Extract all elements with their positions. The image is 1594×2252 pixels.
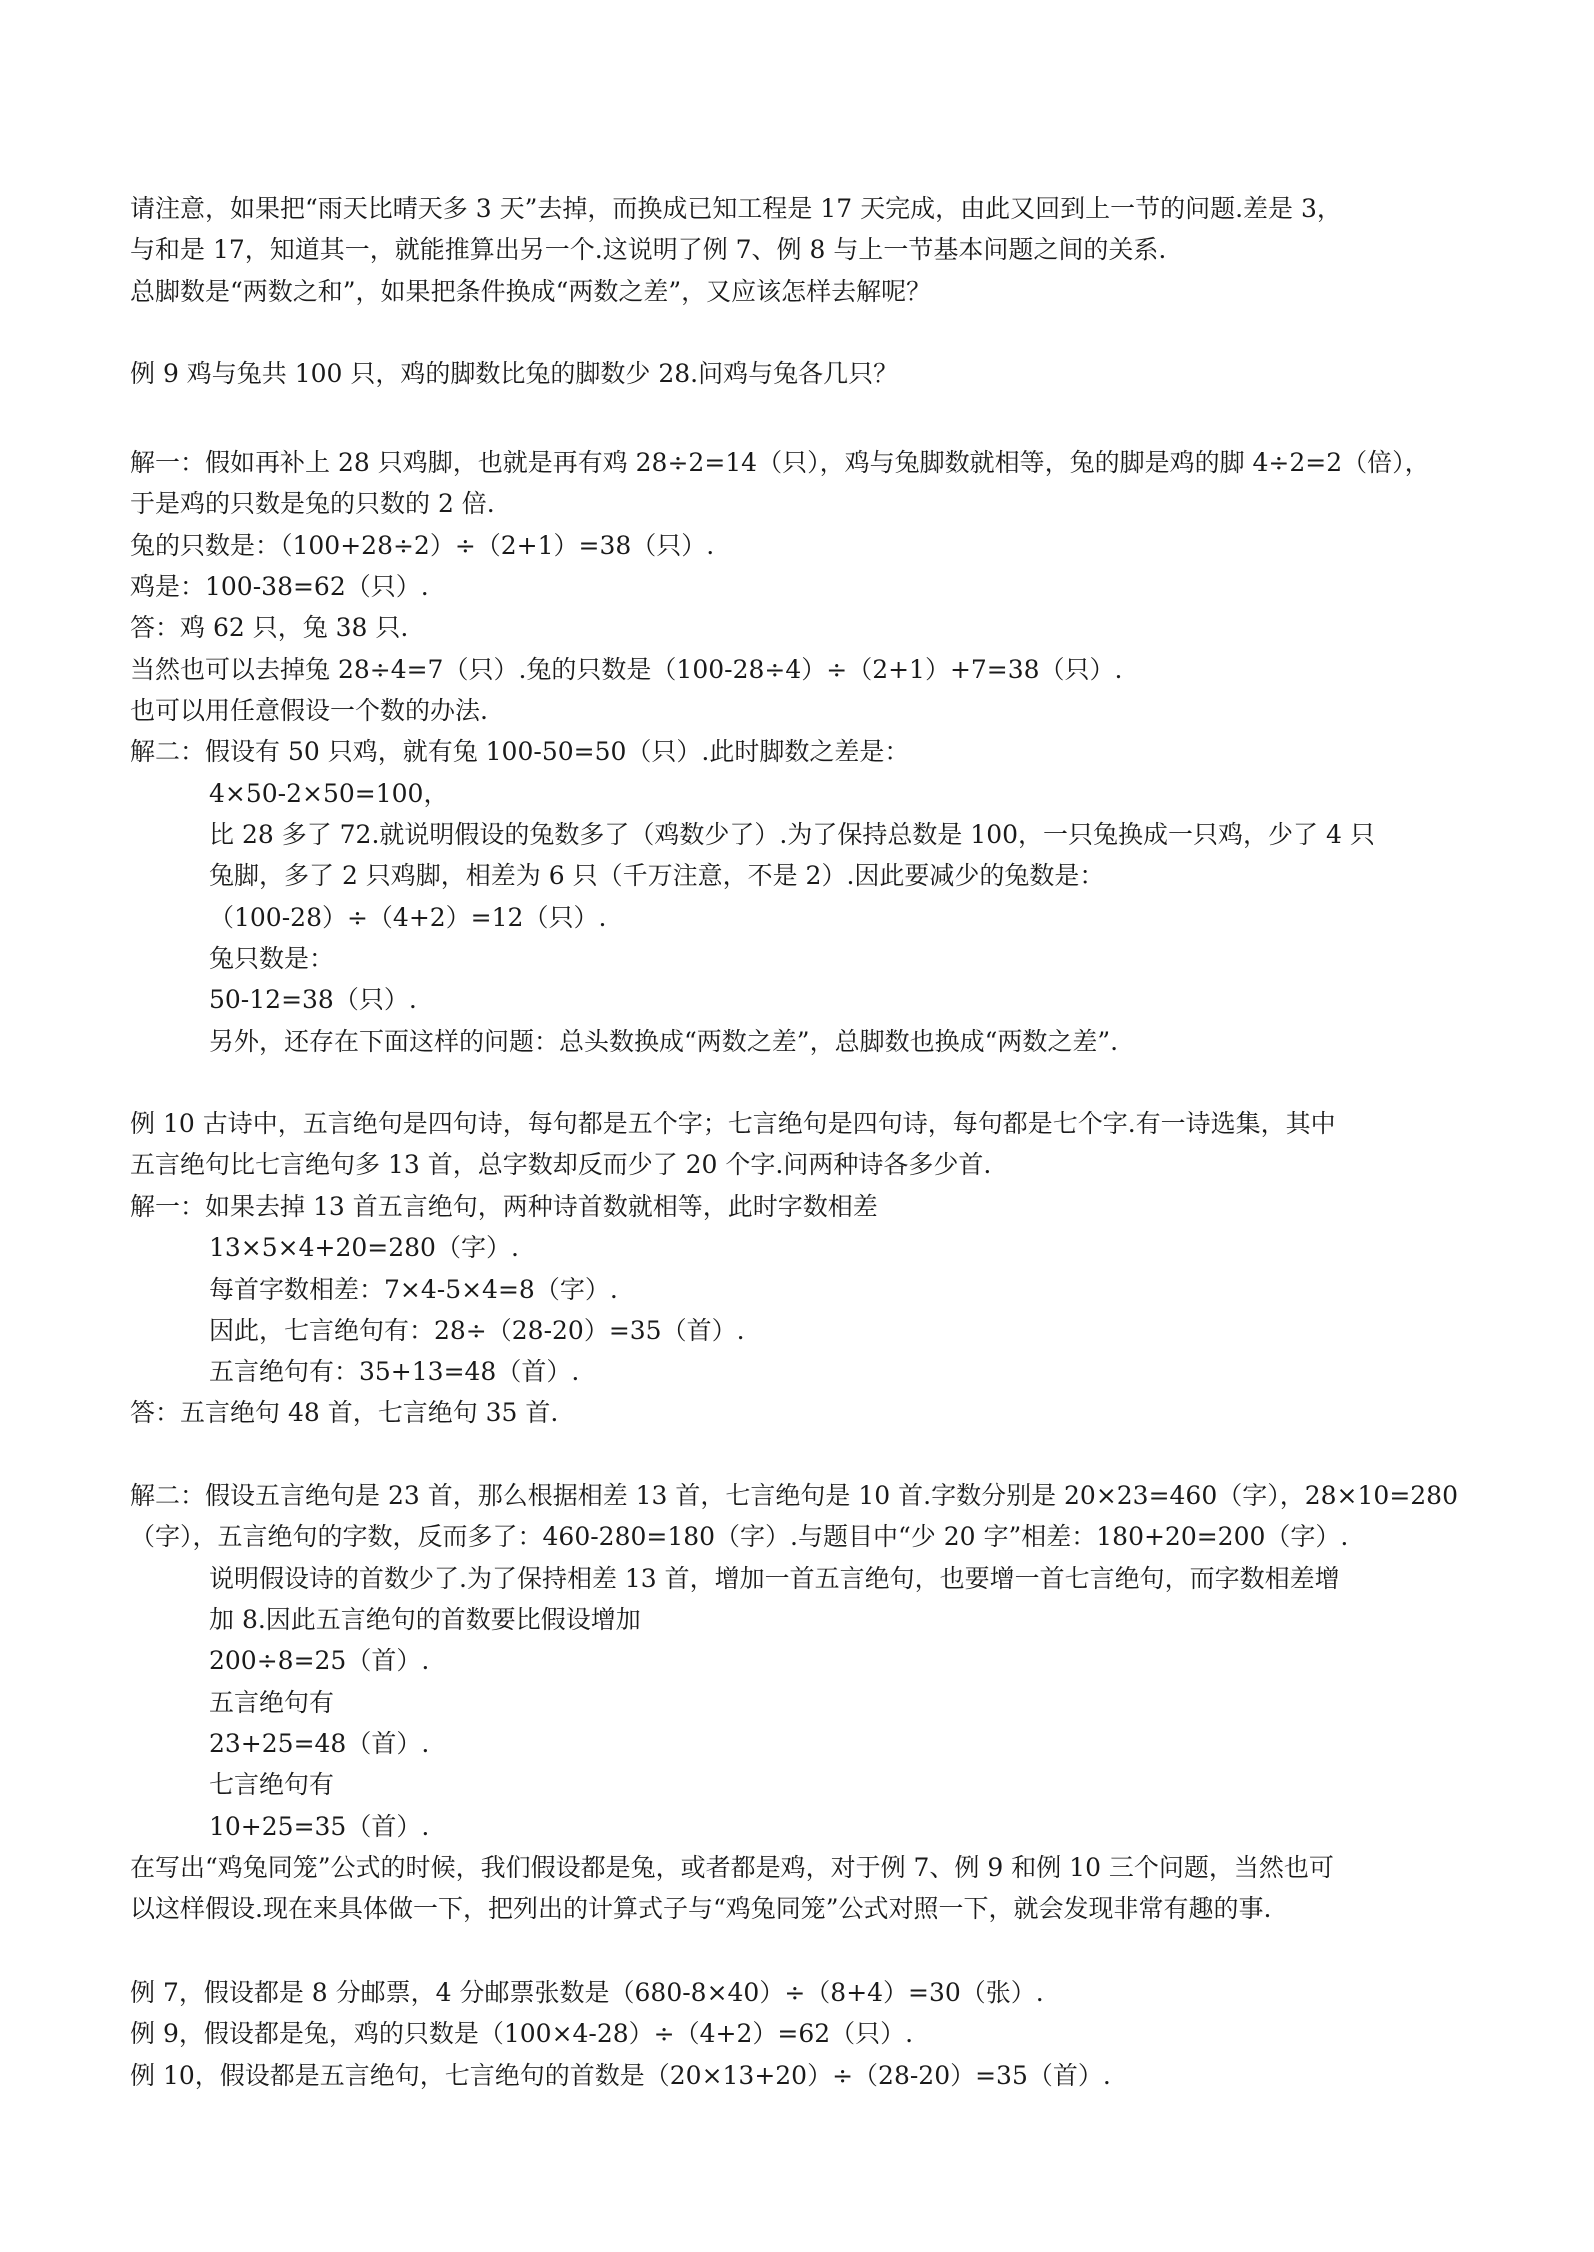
text-line: 50-12=38（只）. bbox=[209, 985, 417, 1014]
text-line: 每首字数相差：7×4-5×4=8（字）. bbox=[209, 1275, 618, 1304]
text-line: 200÷8=25（首）. bbox=[209, 1646, 430, 1675]
example-10-heading: 例 10 古诗中，五言绝句是四句诗，每句都是五个字；七言绝句是四句诗，每句都是七个字.有一诗选集，其中 bbox=[130, 1109, 1336, 1138]
text-line: 鸡是：100-38=62（只）. bbox=[130, 572, 429, 601]
text-line: 总脚数是“两数之和”，如果把条件换成“两数之差”，又应该怎样去解呢？ bbox=[130, 277, 932, 306]
text-line: 例 7，假设都是 8 分邮票，4 分邮票张数是（680-8×40）÷（8+4）=30（张）. bbox=[130, 1978, 1044, 2007]
text-line: 例 10，假设都是五言绝句，七言绝句的首数是（20×13+20）÷（28-20）=35（首）. bbox=[130, 2061, 1111, 2090]
text-line: 加 8.因此五言绝句的首数要比假设增加 bbox=[209, 1605, 641, 1634]
text-line: （100-28）÷（4+2）=12（只）. bbox=[209, 903, 607, 932]
text-line: 五言绝句比七言绝句多 13 首，总字数却反而少了 20 个字.问两种诗各多少首. bbox=[130, 1150, 992, 1179]
text-line: 23+25=48（首）. bbox=[209, 1729, 430, 1758]
text-line: 兔脚，多了 2 只鸡脚，相差为 6 只（千万注意，不是 2）.因此要减少的兔数是： bbox=[209, 861, 1105, 890]
text-line: 10+25=35（首）. bbox=[209, 1812, 430, 1841]
text-line: 解一：如果去掉 13 首五言绝句，两种诗首数就相等，此时字数相差 bbox=[130, 1192, 878, 1221]
text-line: 在写出“鸡兔同笼”公式的时候，我们假设都是兔，或者都是鸡，对于例 7、例 9 和例 10 三个问题，当然也可 bbox=[130, 1853, 1334, 1882]
text-line: 说明假设诗的首数少了.为了保持相差 13 首，增加一首五言绝句，也要增一首七言绝句，而字数相差增 bbox=[209, 1564, 1340, 1593]
text-line: 与和是 17，知道其一，就能推算出另一个.这说明了例 7、例 8 与上一节基本问题之间的关系. bbox=[130, 235, 1167, 264]
text-line: 13×5×4+20=280（字）. bbox=[209, 1233, 519, 1262]
text-line: 五言绝句有 bbox=[209, 1688, 335, 1717]
text-line: 另外，还存在下面这样的问题：总头数换成“两数之差”，总脚数也换成“两数之差”. bbox=[209, 1027, 1119, 1056]
text-line: 解二：假设有 50 只鸡，就有兔 100-50=50（只）.此时脚数之差是： bbox=[130, 737, 910, 766]
text-line: 例 9，假设都是兔，鸡的只数是（100×4-28）÷（4+2）=62（只）. bbox=[130, 2019, 914, 2048]
text-line: 五言绝句有：35+13=48（首）. bbox=[209, 1357, 580, 1386]
text-line: 兔只数是： bbox=[209, 944, 335, 973]
text-line: 比 28 多了 72.就说明假设的兔数多了（鸡数少了）.为了保持总数是 100，一只兔换成一只鸡，少了 4 只 bbox=[209, 820, 1375, 849]
text-line: 以这样假设.现在来具体做一下，把列出的计算式子与“鸡兔同笼”公式对照一下，就会发现非常有趣的事. bbox=[130, 1894, 1272, 1923]
text-line: 解一：假如再补上 28 只鸡脚，也就是再有鸡 28÷2=14（只），鸡与兔脚数就相等，兔的脚是鸡的脚 4÷2=2（倍）， bbox=[130, 448, 1430, 477]
example-9-heading: 例 9 鸡与兔共 100 只，鸡的脚数比兔的脚数少 28.问鸡与兔各几只？ bbox=[130, 359, 899, 388]
text-line: （字），五言绝句的字数，反而多了：460-280=180（字）.与题目中“少 20 字”相差：180+20=200（字）. bbox=[130, 1522, 1349, 1551]
text-line: 答：五言绝句 48 首，七言绝句 35 首. bbox=[130, 1398, 559, 1427]
text-line: 于是鸡的只数是兔的只数的 2 倍. bbox=[130, 489, 495, 518]
text-line: 解二：假设五言绝句是 23 首，那么根据相差 13 首，七言绝句是 10 首.字数分别是 20×23=460（字），28×10=280 bbox=[130, 1481, 1458, 1510]
text-line: 因此，七言绝句有：28÷（28-20）=35（首）. bbox=[209, 1316, 745, 1345]
text-line: 兔的只数是：（100+28÷2）÷（2+1）=38（只）. bbox=[130, 531, 715, 560]
text-line: 4×50-2×50=100， bbox=[209, 779, 449, 808]
text-line: 当然也可以去掉兔 28÷4=7（只）.兔的只数是（100-28÷4）÷（2+1）+7=38（只）. bbox=[130, 655, 1123, 684]
text-line: 七言绝句有 bbox=[209, 1770, 335, 1799]
text-line: 答：鸡 62 只，兔 38 只. bbox=[130, 613, 409, 642]
text-line: 请注意，如果把“雨天比晴天多 3 天”去掉，而换成已知工程是 17 天完成，由此又回到上一节的问题.差是 3， bbox=[130, 194, 1342, 223]
text-line: 也可以用任意假设一个数的办法. bbox=[130, 696, 488, 725]
